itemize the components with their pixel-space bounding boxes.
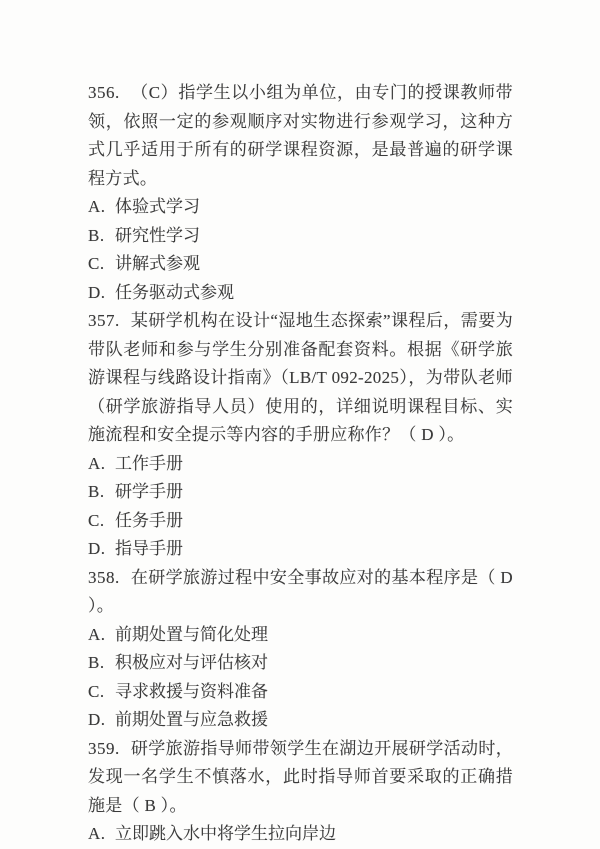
option-text: 任务驱动式参观 (115, 282, 234, 302)
option-text: 研学手册 (115, 482, 183, 501)
option-row (88, 535, 513, 564)
option-row (88, 450, 513, 479)
question-number: 358. (88, 567, 120, 587)
option-row (88, 621, 513, 650)
option-text: 指导手册 (115, 539, 183, 558)
option-label: D. (88, 710, 106, 729)
question-stem-text: 研学旅游指导师带领学生在湖边开展研学活动时，发现一名学生不慎落水，此时指导师首要采取的正确措施是（ B ）。 (88, 738, 513, 815)
option-label: C. (88, 510, 105, 530)
option-row (88, 820, 513, 849)
option-row (88, 279, 513, 308)
option-row (88, 250, 513, 279)
question-357 (88, 307, 513, 564)
option-label: A. (88, 453, 106, 473)
option-text: 积极应对与评估核对 (115, 653, 268, 672)
option-text: 讲解式参观 (115, 254, 200, 273)
option-label: B. (88, 482, 105, 501)
option-text: 工作手册 (115, 453, 183, 473)
option-label: A. (88, 624, 106, 644)
option-label: A. (88, 197, 106, 216)
question-stem (88, 307, 513, 450)
question-359 (88, 735, 513, 849)
question-stem-text: 某研学机构在设计“湿地生态探索”课程后，需要为带队老师和参与学生分别准备配套资料。根据《研学旅游课程与线路设计指南》（LB/T 092-2025），为带队老师（研学旅游指导人员）使用的，详细说明课程目标、实施流程和安全提示等内容的手册应称作？（ D ）。 (88, 311, 513, 444)
option-label: A. (88, 824, 106, 843)
option-row (88, 507, 513, 536)
question-stem (88, 564, 513, 621)
option-label: C. (88, 254, 105, 273)
question-number: 356. (88, 83, 120, 102)
option-row (88, 193, 513, 222)
option-text: 任务手册 (115, 510, 183, 530)
option-text: 前期处置与应急救援 (115, 710, 268, 729)
option-text: 前期处置与简化处理 (115, 624, 268, 644)
question-stem-text: （C）指学生以小组为单位，由专门的授课教师带领，依照一定的参观顺序对实物进行参观学习，这种方式几乎适用于所有的研学课程资源，是最普遍的研学课程方式。 (88, 83, 513, 188)
question-number: 357. (88, 311, 120, 330)
option-label: C. (88, 681, 105, 701)
option-label: D. (88, 539, 106, 558)
option-row (88, 478, 513, 507)
option-text: 立即跳入水中将学生拉向岸边 (115, 824, 336, 843)
question-stem-text: 在研学旅游过程中安全事故应对的基本程序是（ D ）。 (88, 567, 513, 615)
option-text: 体验式学习 (115, 197, 200, 216)
option-row (88, 678, 513, 707)
question-356 (88, 79, 513, 307)
option-row (88, 706, 513, 735)
option-label: B. (88, 653, 105, 672)
option-row (88, 649, 513, 678)
question-358 (88, 564, 513, 735)
option-text: 研究性学习 (115, 225, 200, 245)
option-text: 寻求救援与资料准备 (115, 681, 268, 701)
question-number: 359. (88, 738, 120, 758)
option-label: B. (88, 225, 105, 245)
option-row (88, 222, 513, 251)
option-label: D. (88, 282, 106, 302)
question-stem (88, 735, 513, 821)
question-stem (88, 79, 513, 193)
